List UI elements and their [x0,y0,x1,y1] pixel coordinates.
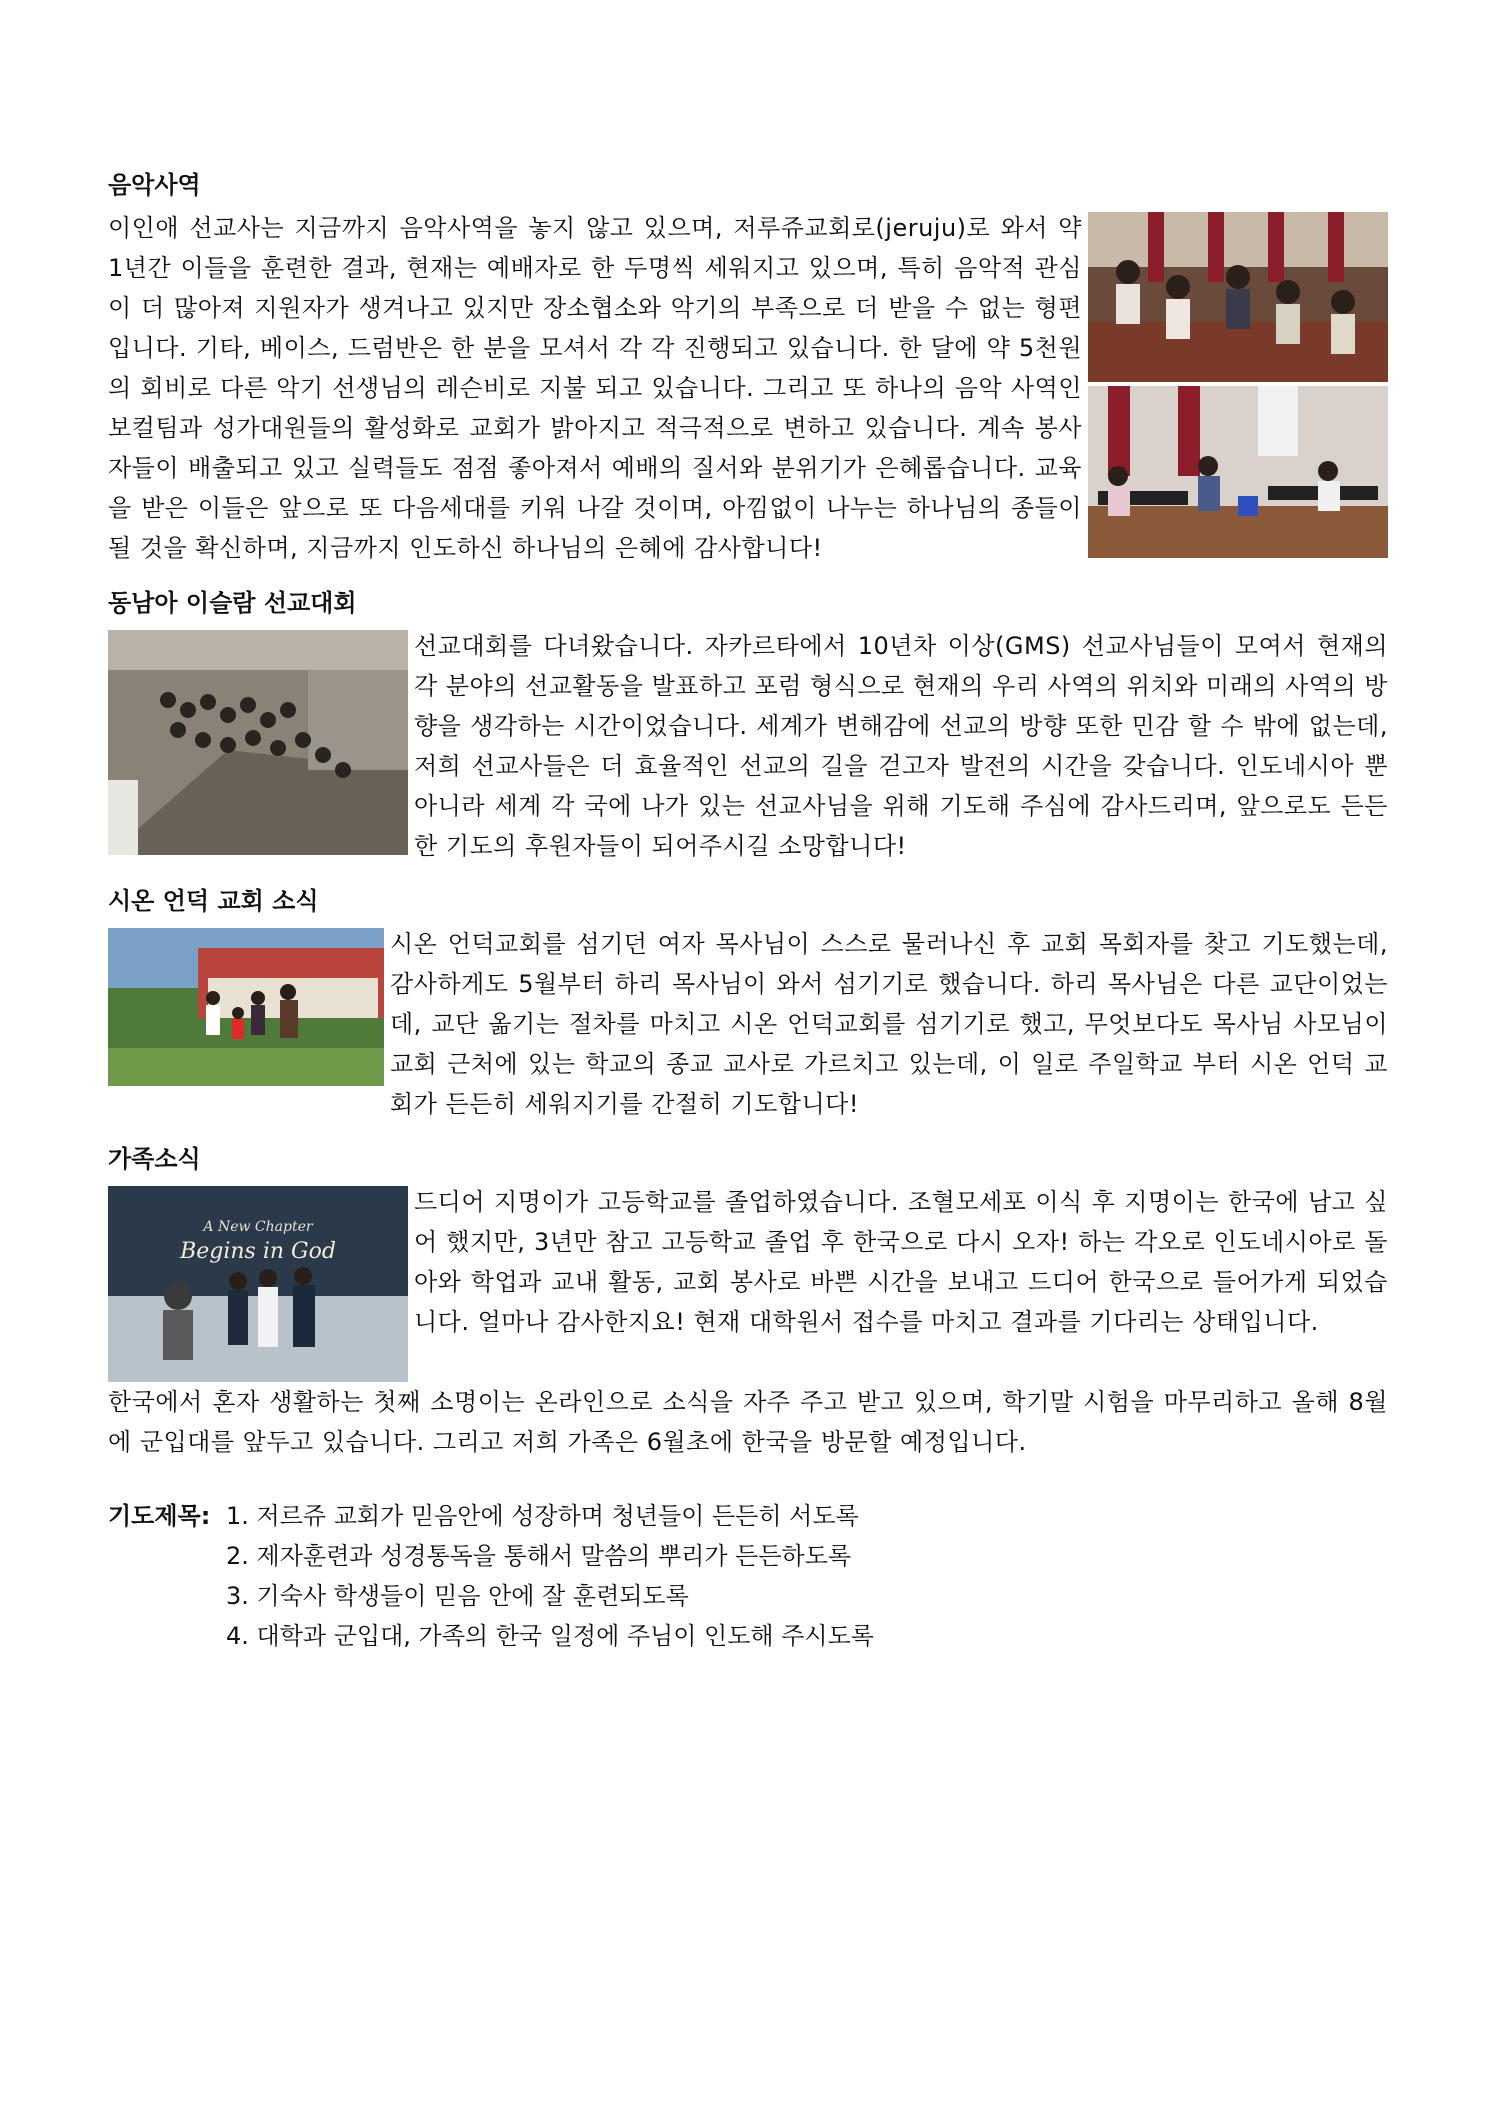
photo-caption-line2: Begins in God [180,1239,336,1264]
family-heading: 가족소식 [108,1145,201,1173]
prayer-item: 3. 기숙사 학생들이 믿음 안에 잘 훈련되도록 [226,1582,689,1610]
prayer-requests [108,1496,1388,1656]
conference-section [108,586,1388,866]
document-page [108,168,1388,1656]
prayer-item: 1. 저르쥬 교회가 믿음안에 성장하며 청년들이 든든히 서도록 [226,1502,859,1530]
family-paragraph-1: 드디어 지명이가 고등학교를 졸업하였습니다. 조혈모세포 이식 후 지명이는 한국에 남고 싶어 했지만, 3년만 참고 고등학교 졸업 후 한국으로 다시 오자! 하는 각오로 인도네시아로 돌아와 학업과 교내 활동, 교회 봉사로 바쁜 시간을 보내고 드디어 한국으로 들어가게 되었습니다. 얼마나 감사한지요! 현재 대학원서 접수를 마치고 결과를 기다리는 상태입니다. [414,1188,1388,1336]
family-paragraph-2: 한국에서 혼자 생활하는 첫째 소명이는 온라인으로 소식을 자주 주고 받고 있으며, 학기말 시험을 마무리하고 올해 8월에 군입대를 앞두고 있습니다. 그리고 저희 가족은 6월초에 한국을 방문할 예정입니다. [108,1388,1388,1456]
family-section [108,1142,1388,1462]
prayer-item: 2. 제자훈련과 성경통독을 통해서 말씀의 뿌리가 든든하도록 [226,1542,852,1570]
music-photos [1088,212,1388,562]
prayer-label: 기도제목: [108,1502,211,1530]
music-photo-flute-class [1088,212,1388,382]
music-heading: 음악사역 [108,171,201,199]
prayer-list [226,1496,874,1656]
music-paragraph: 이인애 선교사는 지금까지 음악사역을 놓지 않고 있으며, 저루쥬교회로(jeruju)로 와서 약 1년간 이들을 훈련한 결과, 현재는 예배자로 한 두명씩 세워지고 있으며, 특히 음악적 관심이 더 많아져 지원자가 생겨나고 있지만 장소협소와 악기의 부족으로 더 받을 수 없는 형편입니다. 기타, 베이스, 드럼반은 한 분을 모셔서 각 각 진행되고 있습니다. 한 달에 약 5천원의 회비로 다른 악기 선생님의 레슨비로 지불 되고 있습니다. 그리고 또 하나의 음악 사역인 보컬팀과 성가대원들의 활성화로 교회가 밝아지고 적극적으로 변하고 있습니다. 계속 봉사자들이 배출되고 있고 실력들도 점점 좋아져서 예배의 질서와 분위기가 은혜롭습니다. 교육을 받은 이들은 앞으로 또 다음세대를 키워 나갈 것이며, 아낌없이 나누는 하나님의 종들이 될 것을 확신하며, 지금까지 인도하신 하나님의 은혜에 감사합니다! [108,214,1082,562]
conference-paragraph: 선교대회를 다녀왔습니다. 자카르타에서 10년차 이상(GMS) 선교사님들이 모여서 현재의 각 분야의 선교활동을 발표하고 포럼 형식으로 현재의 우리 사역의 위치와 미래의 사역의 방향을 생각하는 시간이었습니다. 세계가 변해감에 선교의 방향 또한 민감 할 수 밖에 없는데, 저희 선교사들은 더 효율적인 선교의 길을 걷고자 발전의 시간을 갖습니다. 인도네시아 뿐 아니라 세계 각 국에 나가 있는 선교사님을 위해 기도해 주심에 감사드리며, 앞으로도 든든한 기도의 후원자들이 되어주시길 소망합니다! [414,632,1388,860]
zion-pastor-photo [108,928,384,1086]
zion-paragraph: 시온 언덕교회를 섬기던 여자 목사님이 스스로 물러나신 후 교회 목회자를 찾고 기도했는데, 감사하게도 5월부터 하리 목사님이 와서 섬기기로 했습니다. 하리 목사님은 다른 교단이었는데, 교단 옮기는 절차를 마치고 시온 언덕교회를 섬기기로 했고, 무엇보다도 목사님 사모님이 교회 근처에 있는 학교의 종교 교사로 가르치고 있는데, 이 일로 주일학교 부터 시온 언덕 교회가 든든히 세워지기를 간절히 기도합니다! [390,930,1388,1118]
zion-heading: 시온 언덕 교회 소식 [108,887,319,915]
family-graduation-photo [108,1186,408,1382]
zion-section [108,884,1388,1124]
prayer-item: 4. 대학과 군입대, 가족의 한국 일정에 주님이 인도해 주시도록 [226,1622,874,1650]
conference-group-photo [108,630,408,855]
photo-caption-line1: A New Chapter [203,1219,313,1235]
music-section [108,168,1388,568]
conference-heading: 동남아 이슬람 선교대회 [108,589,357,617]
music-photo-keyboard-class [1088,386,1388,558]
